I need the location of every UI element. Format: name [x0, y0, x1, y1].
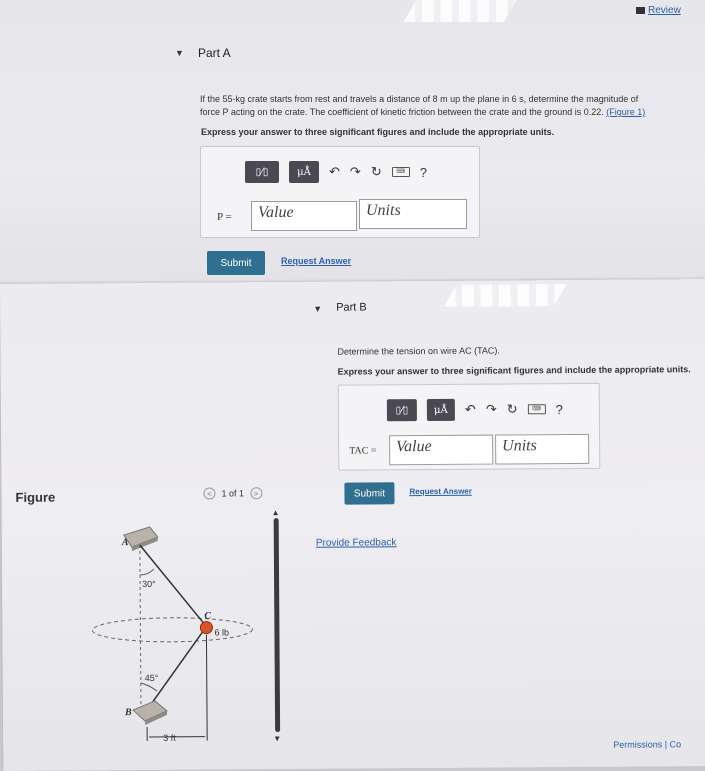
part-a-request-answer-link[interactable]: Request Answer	[281, 256, 352, 266]
redo-icon[interactable]: ↷	[349, 164, 361, 179]
scroll-up-icon[interactable]: ▲	[271, 508, 280, 518]
ball-c	[200, 622, 212, 634]
vertical-axis	[140, 545, 141, 715]
review-label: Review	[648, 5, 681, 16]
provide-feedback-link[interactable]: Provide Feedback	[315, 537, 397, 549]
problem-line-1: If the 55-kg crate starts from rest and travels a distance of 8 m up the plane in 6 s, determine the magnitude of	[200, 94, 639, 104]
review-link[interactable]	[636, 5, 681, 16]
footer-separator: |	[664, 739, 668, 750]
templates-button[interactable]: ▯⁄▯	[387, 399, 417, 421]
label-a: A	[121, 537, 129, 549]
units-button[interactable]: μÅ	[427, 399, 455, 421]
figure-pager	[203, 487, 262, 499]
p-units-input[interactable]: Units	[359, 199, 467, 229]
part-b-answer-box	[338, 383, 601, 471]
footer-links	[613, 739, 681, 749]
keyboard-icon[interactable]: ⌨	[528, 404, 546, 414]
angle-arc-top	[140, 569, 154, 575]
label-angle-top: 30°	[142, 578, 156, 590]
angle-arc-bottom	[141, 683, 157, 691]
label-weight: 6 lb	[214, 627, 229, 638]
part-a-title: Part A	[198, 46, 231, 60]
wire-bc	[146, 627, 207, 710]
dim-tick-right	[206, 635, 207, 741]
collapse-part-b-icon[interactable]: ▼	[313, 303, 323, 314]
contact-link[interactable]: Co	[669, 739, 682, 750]
part-b-request-answer-link[interactable]: Request Answer	[409, 486, 472, 497]
tac-units-input[interactable]: Units	[495, 434, 589, 465]
label-distance: 3 ft	[163, 732, 176, 743]
undo-icon[interactable]: ↶	[464, 401, 476, 417]
pager-text: 1 of 1	[221, 488, 245, 499]
keyboard-icon[interactable]: ⌨	[392, 167, 410, 177]
label-b: B	[124, 707, 132, 719]
part-a-problem	[200, 93, 695, 119]
permissions-link[interactable]: Permissions	[613, 739, 663, 750]
review-icon	[636, 7, 645, 14]
redo-icon[interactable]: ↷	[485, 401, 497, 417]
problem-line-2: force P acting on the crate. The coefficient of kinetic friction between the crate and the ground is 0.22.	[200, 107, 604, 117]
figure-diagram	[62, 514, 274, 755]
part-b-instruction: Express your answer to three significant figures and include the appropriate units.	[337, 364, 691, 377]
tac-value-input[interactable]: Value	[389, 435, 493, 466]
prev-figure-button[interactable]: <	[203, 488, 215, 500]
screen-glare	[404, 0, 517, 22]
collapse-part-a-icon[interactable]: ▼	[175, 48, 184, 58]
part-b-submit-button[interactable]: Submit	[344, 482, 394, 504]
part-a-submit-button[interactable]: Submit	[207, 251, 265, 275]
next-figure-button[interactable]: >	[250, 487, 262, 499]
part-a-answer-box	[200, 146, 480, 238]
templates-button[interactable]: ▯⁄▯	[245, 161, 279, 183]
help-icon[interactable]: ?	[555, 401, 563, 417]
figure-link[interactable]: (Figure 1)	[606, 107, 646, 117]
part-b-prompt: Determine the tension on wire AC (TAC).	[337, 345, 500, 357]
p-value-input[interactable]: Value	[251, 201, 357, 231]
p-label: P =	[217, 211, 232, 223]
help-icon[interactable]: ?	[419, 164, 427, 180]
scroll-down-icon[interactable]: ▼	[273, 734, 282, 744]
reset-icon[interactable]: ↻	[506, 401, 518, 417]
units-button[interactable]: μÅ	[289, 161, 319, 183]
part-a-toolbar	[245, 161, 427, 183]
support-b	[133, 701, 167, 721]
part-b-title: Part B	[336, 301, 367, 314]
tac-label: TAC =	[349, 445, 377, 457]
part-a-instruction: Express your answer to three significant figures and include the appropriate units.	[201, 127, 555, 137]
part-b-toolbar	[387, 398, 563, 421]
label-c: C	[204, 610, 212, 622]
figure-heading: Figure	[15, 489, 56, 505]
screen-glare-2	[444, 284, 567, 307]
undo-icon[interactable]: ↶	[329, 164, 340, 179]
figure-scrollbar[interactable]	[274, 518, 280, 732]
reset-icon[interactable]: ↻	[370, 164, 382, 179]
part-a-screen	[0, 0, 705, 290]
label-angle-bottom: 45°	[144, 672, 159, 683]
part-b-screen	[0, 279, 705, 771]
